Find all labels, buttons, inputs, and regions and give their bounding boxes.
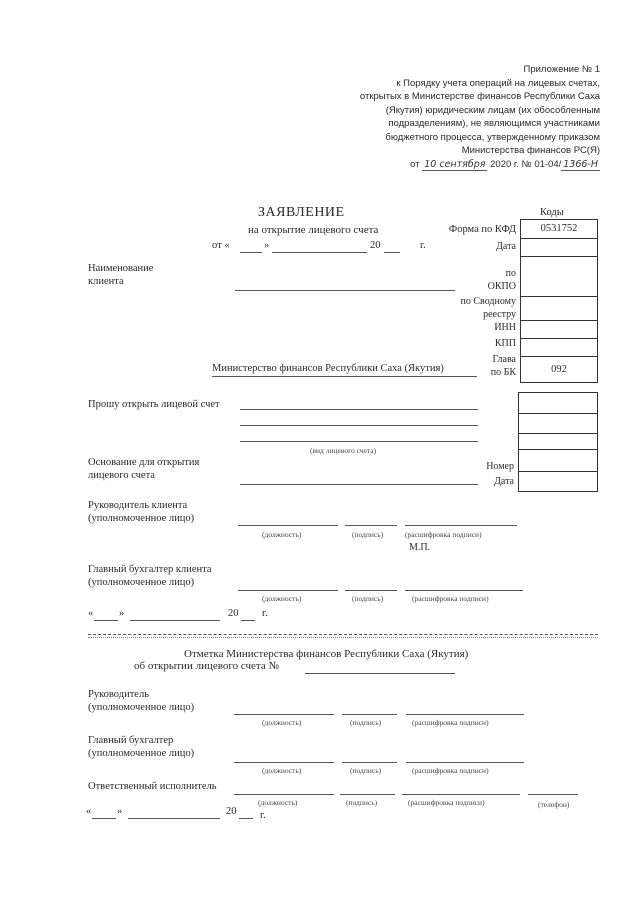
document-title: ЗАЯВЛЕНИЕ xyxy=(258,205,345,220)
request-label: Прошу открыть лицевой счет xyxy=(88,399,220,410)
date-year-suffix: г. xyxy=(420,240,426,251)
caption-signature: (подпись) xyxy=(352,530,384,539)
client-date-year: 20 xyxy=(228,608,239,619)
ministry-date-suffix: г. xyxy=(260,810,266,821)
caption-decoding-2: (расшифровка подписи) xyxy=(412,594,489,603)
appendix-line-6: бюджетного процесса, утвержденному приказом xyxy=(385,131,600,143)
ministry-date-close: » xyxy=(117,806,123,817)
executor-label: Ответственный исполнитель xyxy=(88,781,217,792)
ministry-date-year: 20 xyxy=(226,806,237,817)
section-divider-2 xyxy=(88,637,598,638)
form-kfd-label: Форма по КФД xyxy=(448,224,516,235)
okpo-label-2: ОКПО xyxy=(487,281,516,292)
client-head-label-1: Руководитель клиента xyxy=(88,500,188,511)
appendix-order-line: от 10 сентября 2020 г. № 01-04/ 1366-Н xyxy=(410,158,598,170)
ministry-date-open: « xyxy=(86,806,92,817)
client-date-open: « xyxy=(88,608,94,619)
application-date: от « xyxy=(212,240,230,251)
caption-position-4: (должность) xyxy=(262,766,302,775)
caption-signature-4: (подпись) xyxy=(350,766,382,775)
seal-label: М.П. xyxy=(409,542,431,553)
appendix-line-7: Министерства финансов РС(Я) xyxy=(461,145,600,156)
caption-decoding-3: (расшифровка подписи) xyxy=(412,718,489,727)
okpo-label-1: по xyxy=(505,268,516,279)
glava-code-cell: 092 xyxy=(521,356,597,383)
ministry-chief-accountant-label-2: (уполномоченное лицо) xyxy=(88,748,195,759)
client-name-label-2: клиента xyxy=(88,276,124,287)
ministry-mark-subtitle: об открытии лицевого счета № xyxy=(134,660,279,672)
appendix-title: Приложение № 1 xyxy=(523,64,600,75)
basis-number-label: Номер xyxy=(486,461,514,472)
order-date-handwritten: 10 сентября xyxy=(424,158,486,170)
caption-signature-2: (подпись) xyxy=(352,594,384,603)
client-name-label-1: Наименование xyxy=(88,263,154,274)
appendix-line-4: (Якутия) юридическим лицам (их обособленным xyxy=(385,104,600,116)
date-year-prefix: 20 xyxy=(370,240,381,251)
ministry-head-label-1: Руководитель xyxy=(88,689,149,700)
client-chief-accountant-label-1: Главный бухгалтер клиента xyxy=(88,564,212,575)
appendix-header xyxy=(360,63,600,171)
caption-position-3: (должность) xyxy=(262,718,302,727)
kpp-label: КПП xyxy=(494,338,516,349)
codes-table xyxy=(520,219,598,383)
caption-signature-3: (подпись) xyxy=(350,718,382,727)
date-quote-close: » xyxy=(264,240,270,251)
client-date-suffix: г. xyxy=(262,608,268,619)
client-chief-accountant-label-2: (уполномоченное лицо) xyxy=(88,577,195,588)
client-ministry-name: Министерство финансов Республики Саха (Якутия) xyxy=(212,363,444,374)
order-number-handwritten: 1366-Н xyxy=(563,158,598,170)
basis-date-label: Дата xyxy=(494,476,514,487)
date-code-label: Дата xyxy=(496,241,516,252)
ministry-head-label-2: (уполномоченное лицо) xyxy=(88,702,195,713)
account-type-caption: (вид лицевого счета) xyxy=(310,446,377,455)
svod-label-1: по Сводному xyxy=(460,296,516,307)
client-date-close: » xyxy=(119,608,125,619)
caption-position-5: (должность) xyxy=(258,798,298,807)
basis-label-1: Основание для открытия xyxy=(88,457,200,468)
ministry-chief-accountant-label-1: Главный бухгалтер xyxy=(88,735,174,746)
section-divider xyxy=(88,634,598,635)
appendix-line-5: подразделениям), не являющимся участниками xyxy=(388,118,600,129)
caption-phone: (телефон) xyxy=(538,800,570,809)
basis-label-2: лицевого счета xyxy=(88,470,155,481)
ministry-mark-title: Отметка Министерства финансов Республики Саха (Якутия) xyxy=(184,648,469,660)
inn-label: ИНН xyxy=(494,322,516,333)
glava-label-2: по БК xyxy=(490,367,516,378)
codes-header: Коды xyxy=(540,207,564,218)
appendix-line-3: открытых в Министерстве финансов Республики Саха xyxy=(359,91,600,102)
document-subtitle: на открытие лицевого счета xyxy=(248,224,379,236)
caption-position: (должность) xyxy=(262,530,302,539)
caption-decoding-4: (расшифровка подписи) xyxy=(412,766,489,775)
caption-signature-5: (подпись) xyxy=(346,798,378,807)
svod-label-2: реестру xyxy=(483,309,516,320)
caption-decoding: (расшифровка подписи) xyxy=(405,530,482,539)
appendix-line-2: к Порядку учета операций на лицевых счетах, xyxy=(396,77,600,89)
caption-decoding-5: (расшифровка подписи) xyxy=(408,798,485,807)
client-head-label-2: (уполномоченное лицо) xyxy=(88,513,195,524)
glava-label-1: Глава xyxy=(492,354,516,365)
request-codes-table xyxy=(518,392,598,492)
caption-position-2: (должность) xyxy=(262,594,302,603)
form-code-cell: 0531752 xyxy=(540,223,578,234)
